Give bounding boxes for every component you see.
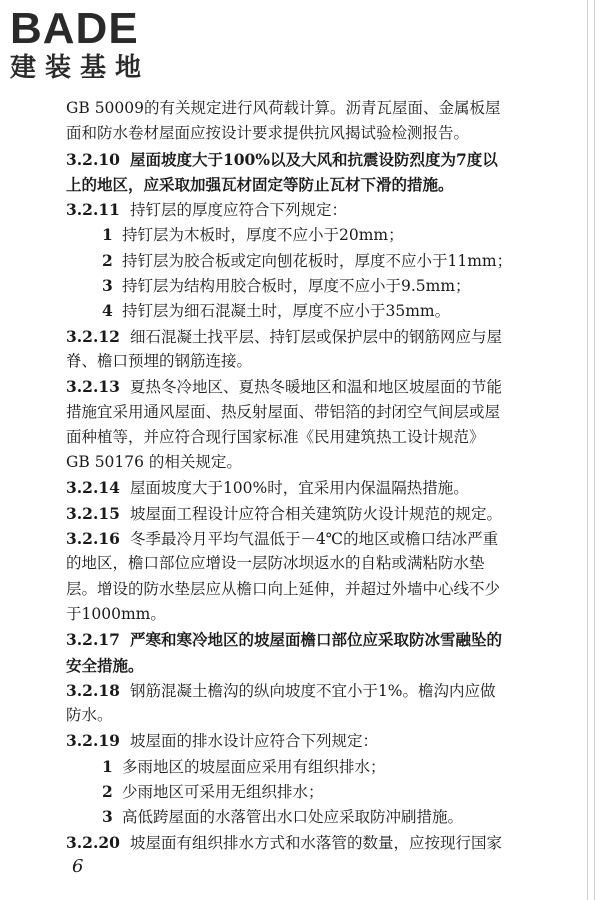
line-text: 的地区，檐口部位应增设一层防冰坝返水的自粘或满粘防水垫 xyxy=(66,554,485,573)
text-line xyxy=(66,551,552,576)
text-line xyxy=(66,172,552,197)
list-item xyxy=(66,754,552,779)
clause-line xyxy=(66,678,552,703)
line-text: 屋面坡度大于100%时，宜采用内保温隔热措施。 xyxy=(129,479,469,498)
line-text: 层。增设的防水垫层应从檐口向上延伸，并超过外墙中心线不少 xyxy=(66,579,501,598)
clause-line xyxy=(66,324,552,349)
list-item xyxy=(66,804,552,829)
scan-edge-line xyxy=(594,0,595,900)
clause-number: 3.2.18 xyxy=(66,680,120,700)
text-line xyxy=(66,400,552,425)
line-text: 防水。 xyxy=(66,706,113,725)
text-line xyxy=(66,121,552,146)
text-line xyxy=(66,425,552,450)
line-text: 多雨地区的坡屋面应采用有组织排水； xyxy=(122,757,386,776)
clause-number: 3.2.16 xyxy=(66,529,120,549)
clause-line xyxy=(66,830,552,855)
logo-text-cn: 建装基地 xyxy=(10,53,151,83)
clause-line xyxy=(66,627,552,652)
line-text: 冬季最冷月平均气温低于－4℃的地区或檐口结冰严重 xyxy=(129,530,499,549)
item-number: 3 xyxy=(102,276,113,296)
item-number: 1 xyxy=(102,225,113,245)
line-text: 持钉层为木板时，厚度不应小于20mm； xyxy=(122,226,404,245)
clause-number: 3.2.19 xyxy=(66,731,120,751)
line-text: GB 50176 的相关规定。 xyxy=(66,453,242,472)
list-item xyxy=(66,222,552,247)
line-text: 持钉层的厚度应符合下列规定： xyxy=(129,201,347,220)
line-text: 高低跨屋面的水落管出水口处应采取防冲刷措施。 xyxy=(122,808,464,827)
clause-line xyxy=(66,147,552,172)
list-item xyxy=(66,779,552,804)
line-text: 面和防水卷材屋面应按设计要求提供抗风揭试验检测报告。 xyxy=(66,124,470,143)
clause-number: 3.2.17 xyxy=(66,630,120,650)
text-line xyxy=(66,653,552,678)
line-text: 坡屋面的排水设计应符合下列规定： xyxy=(129,732,378,751)
line-text: 严寒和寒冷地区的坡屋面檐口部位应采取防冰雪融坠的 xyxy=(129,630,502,650)
text-line xyxy=(66,577,552,602)
item-number: 3 xyxy=(102,807,113,827)
item-number: 1 xyxy=(102,756,113,776)
text-line xyxy=(66,703,552,728)
line-text: 细石混凝土找平层、持钉层或保护层中的钢筋网应与屋 xyxy=(129,327,502,346)
scan-edge-line xyxy=(587,0,588,900)
clause-line xyxy=(66,501,552,526)
list-item xyxy=(66,273,552,298)
clause-number: 3.2.15 xyxy=(66,503,120,523)
list-item xyxy=(66,248,552,273)
line-text: 持钉层为胶合板或定向刨花板时，厚度不应小于11mm； xyxy=(122,251,513,270)
page-number: 6 xyxy=(72,856,84,877)
line-text: 于1000mm。 xyxy=(66,604,166,623)
item-number: 2 xyxy=(102,782,113,802)
line-text: 少雨地区可采用无组织排水； xyxy=(122,783,324,802)
line-text: 上的地区，应采取加强瓦材固定等防止瓦材下滑的措施。 xyxy=(66,174,454,194)
text-line xyxy=(66,450,552,475)
line-text: GB 50009的有关规定进行风荷载计算。沥青瓦屋面、金属板屋 xyxy=(66,99,501,117)
text-line xyxy=(66,602,552,627)
logo-text-en: BADE xyxy=(10,4,139,53)
clause-number: 3.2.13 xyxy=(66,377,120,397)
line-text: 夏热冬冷地区、夏热冬暖地区和温和地区坡屋面的节能 xyxy=(129,378,502,397)
line-text: 脊、檐口预埋的钢筋连接。 xyxy=(66,351,253,370)
clause-line xyxy=(66,197,552,222)
item-number: 2 xyxy=(102,250,113,270)
list-item xyxy=(66,298,552,323)
item-number: 4 xyxy=(102,301,113,321)
document-body xyxy=(66,96,552,855)
clause-number: 3.2.11 xyxy=(66,200,120,220)
clause-line xyxy=(66,728,552,753)
clause-line xyxy=(66,526,552,551)
clause-line xyxy=(66,475,552,500)
clause-line xyxy=(66,374,552,399)
clause-number: 3.2.14 xyxy=(66,478,120,498)
line-text: 安全措施。 xyxy=(66,655,144,675)
clause-number: 3.2.10 xyxy=(66,149,120,169)
line-text: 屋面坡度大于100%以及大风和抗震设防烈度为7度以 xyxy=(129,149,498,169)
line-text: 坡屋面工程设计应符合相关建筑防火设计规范的规定。 xyxy=(129,504,502,523)
clause-number: 3.2.12 xyxy=(66,326,120,346)
bade-logo xyxy=(10,6,185,88)
line-text: 措施宜采用通风屋面、热反射屋面、带铝箔的封闭空气间层或屋 xyxy=(66,402,501,421)
line-text: 钢筋混凝土檐沟的纵向坡度不宜小于1%。檐沟内应做 xyxy=(129,681,496,700)
line-text: 持钉层为结构用胶合板时，厚度不应小于9.5mm； xyxy=(122,277,471,296)
text-line xyxy=(66,349,552,374)
line-text: 坡屋面有组织排水方式和水落管的数量，应按现行国家 xyxy=(129,833,502,852)
clause-number: 3.2.20 xyxy=(66,832,120,852)
line-text: 持钉层为细石混凝土时，厚度不应小于35mm。 xyxy=(122,302,451,321)
text-line xyxy=(66,96,552,121)
line-text: 面种植等，并应符合现行国家标准《民用建筑热工设计规范》 xyxy=(66,427,485,446)
